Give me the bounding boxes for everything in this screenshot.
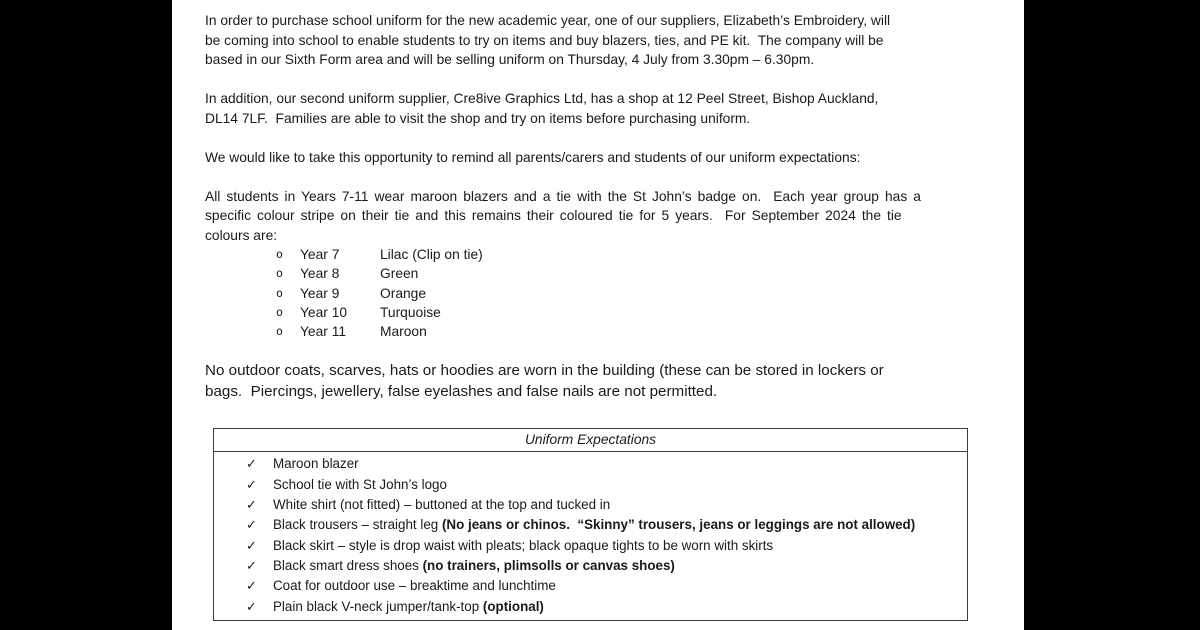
- viewer-background-left: [0, 0, 172, 630]
- checklist-text: [273, 495, 610, 515]
- list-item-year8: [205, 264, 1024, 283]
- bullet-icon: o: [276, 324, 283, 339]
- tie-colour: Green: [380, 266, 419, 282]
- text-line: We would like to take this opportunity to remind all parents/carers and students of our uniform expectations:: [205, 149, 861, 165]
- paragraph-supplier-visit: [205, 11, 1024, 70]
- text-line: based in our Sixth Form area and will be selling uniform on Thursday, 4 July from 3.30pm – 6.30pm.: [205, 52, 815, 67]
- text-line: be coming into school to enable students to try on items and buy blazers, ties, and PE kit. The company will be: [205, 32, 884, 48]
- tie-colour: Lilac (Clip on tie): [380, 247, 483, 262]
- check-icon: ✓: [246, 537, 257, 553]
- checklist-row: [214, 576, 967, 596]
- text-line: In order to purchase school uniform for the new academic year, one of our suppliers, Elizabeth’s Embroidery, will: [205, 13, 891, 28]
- check-icon: ✓: [246, 598, 257, 614]
- checklist-text: [273, 515, 915, 535]
- checklist-text-regular: School tie with St John’s logo: [273, 476, 447, 492]
- bullet-icon: o: [276, 247, 283, 261]
- checklist-text-bold: (No jeans or chinos. “Skinny” trousers, jeans or leggings are not allowed): [441, 517, 916, 533]
- check-icon: ✓: [246, 517, 257, 533]
- checklist-row: [214, 454, 967, 474]
- tie-colour: Maroon: [380, 324, 427, 340]
- checklist-text: [273, 597, 544, 617]
- tie-year: Year 11: [300, 324, 347, 340]
- paragraph-tie-colours-intro: [205, 187, 1024, 246]
- viewer-background-right: [1024, 0, 1200, 630]
- text-line: All students in Years 7-11 wear maroon blazers and a tie with the St John’s badge on. Each year group has a: [205, 188, 921, 204]
- table-title: Uniform Expectations: [214, 429, 967, 452]
- tie-year: Year 9: [300, 285, 340, 301]
- checklist-row: [214, 475, 967, 495]
- checklist-text-regular: Coat for outdoor use – breaktime and lunchtime: [273, 578, 556, 594]
- text-line: colours are:: [205, 227, 278, 243]
- checklist-text: [273, 556, 675, 576]
- checklist-text-regular: Plain black V-neck jumper/tank-top: [273, 598, 483, 614]
- checklist-text-regular: White shirt (not fitted) – buttoned at the top and tucked in: [273, 497, 611, 513]
- list-item-year11: [205, 322, 1024, 341]
- document-content: [172, 0, 1024, 630]
- checklist-text: [273, 536, 773, 556]
- list-item-year10: [205, 303, 1024, 322]
- check-icon: ✓: [246, 456, 257, 472]
- check-icon: ✓: [246, 476, 257, 492]
- text-line: In addition, our second uniform supplier, Cre8ive Graphics Ltd, has a shop at 12 Peel Street, Bishop Auckland,: [205, 91, 879, 106]
- tie-colour-list: [205, 245, 1024, 341]
- text-line: No outdoor coats, scarves, hats or hoodies are worn in the building (these can be stored in lockers or: [205, 362, 884, 380]
- document-page: [172, 0, 1024, 630]
- paragraph-no-coats: [205, 360, 1024, 402]
- checklist-row: [214, 536, 967, 556]
- checklist-row: [214, 495, 967, 515]
- checklist-row: [214, 597, 967, 617]
- list-item-year9: [205, 284, 1024, 303]
- list-item-year7: [205, 245, 1024, 264]
- check-icon: ✓: [246, 578, 257, 594]
- checklist-text-regular: Black skirt – style is drop waist with pleats; black opaque tights to be worn with skirts: [273, 537, 774, 553]
- tie-colour: Orange: [380, 285, 427, 301]
- text-line: specific colour stripe on their tie and this remains their coloured tie for 5 years. For September 2024 the tie: [205, 208, 902, 223]
- check-icon: ✓: [246, 557, 257, 573]
- uniform-expectations-table: [213, 428, 968, 620]
- text-line: DL14 7LF. Families are able to visit the shop and try on items before purchasing uniform.: [205, 110, 751, 126]
- checklist-text: [273, 454, 359, 474]
- text-line: bags. Piercings, jewellery, false eyelashes and false nails are not permitted.: [205, 383, 718, 401]
- paragraph-second-supplier: [205, 89, 1024, 128]
- check-icon: ✓: [246, 497, 257, 513]
- bullet-icon: o: [276, 304, 283, 319]
- tie-colour: Turquoise: [380, 304, 441, 320]
- checklist-text-regular: Black smart dress shoes: [273, 557, 423, 573]
- checklist-text-regular: Maroon blazer: [273, 456, 359, 472]
- tie-year: Year 7: [300, 247, 340, 262]
- checklist-row: [214, 556, 967, 576]
- checklist-text-bold: (no trainers, plimsolls or canvas shoes): [422, 557, 675, 573]
- paragraph-reminder: [205, 148, 1024, 168]
- bullet-icon: o: [276, 266, 283, 281]
- tie-year: Year 8: [300, 266, 340, 282]
- checklist-text-regular: Black trousers – straight leg: [273, 517, 442, 533]
- checklist-row: [214, 515, 967, 535]
- tie-year: Year 10: [300, 304, 348, 320]
- bullet-icon: o: [276, 285, 283, 300]
- checklist-text: [273, 576, 556, 596]
- checklist-text-bold: (optional): [482, 598, 544, 614]
- table-body: [214, 452, 967, 619]
- checklist-text: [273, 475, 447, 495]
